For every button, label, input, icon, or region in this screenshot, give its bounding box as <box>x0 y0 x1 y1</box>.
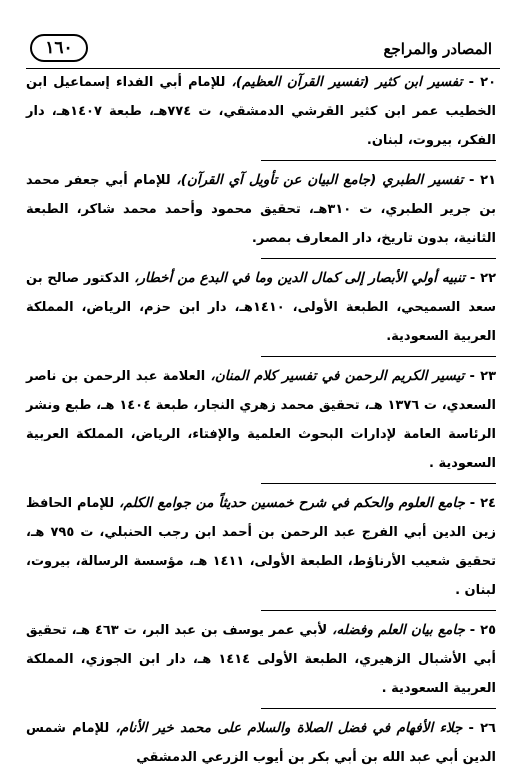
entry-details: للإمام أبي الفداء إسماعيل ابن الخطيب عمر ابن كثير القرشي الدمشقي، ت ٧٧٤هـ، طبعة ١٤٠٧هـ، دار الفكر، بيروت، لبنان. <box>26 75 496 148</box>
reference-entry <box>26 714 496 772</box>
page-header <box>22 32 500 72</box>
entry-details: للإمام الحافظ زين الدين أبي الفرج عبد الرحمن بن أحمد ابن رجب الحنبلي، ت ٧٩٥ هـ، تحقيق شعيب الأرناؤط، الطبعة الأولى، ١٤١١ هـ، مؤسسة الرسالة، بيروت، لبنان . <box>26 496 497 598</box>
entry-number: ٢٤ - <box>469 496 496 511</box>
references-list <box>26 68 496 772</box>
reference-entry <box>26 616 496 703</box>
entry-divider <box>261 483 496 484</box>
entry-divider <box>261 258 496 259</box>
entry-title: جلاء الأفهام في فضل الصلاة والسلام على محمد خير الأنام، <box>115 720 463 736</box>
entry-title: جامع بيان العلم وفضله، <box>332 622 465 638</box>
entry-details: للإمام أبي جعفر محمد بن جرير الطبري، ت ٣١٠هـ، تحقيق محمود وأحمد محمد شاكر، الطبعة الثانية، بدون تاريخ، دار المعارف بمصر. <box>26 173 496 246</box>
entry-number: ٢٣ - <box>469 369 497 384</box>
entry-divider <box>261 356 496 357</box>
entry-number: ٢٦ - <box>468 721 496 736</box>
entry-details: لأبي عمر يوسف بن عبد البر، ت ٤٦٣ هـ، تحقيق أبي الأشبال الزهيري، الطبعة الأولى ١٤١٤ هـ، دار ابن الجوزي، المملكة العربية السعودية . <box>26 623 496 696</box>
entry-number: ٢٥ - <box>469 623 497 638</box>
entry-number: ٢٠ - <box>468 75 497 90</box>
entry-title: تنبيه أولي الأبصار إلى كمال الدين وما في البدع من أخطار، <box>134 270 466 286</box>
entry-title: تفسير ابن كثير (تفسير القرآن العظيم)، <box>231 74 463 90</box>
entry-divider <box>261 708 496 709</box>
entry-title: جامع العلوم والحكم في شرح خمسين حديثاً من جوامع الكلم، <box>119 495 465 511</box>
entry-number: ٢١ - <box>469 173 497 188</box>
entry-details: العلامة عبد الرحمن بن ناصر السعدي، ت ١٣٧٦ هـ، تحقيق محمد زهري النجار، طبعة ١٤٠٤ هـ، طبع ونشر الرئاسة العامة لإدارات البحوث العلمية والإفتاء، الرياض، المملكة العربية السعودية . <box>26 369 496 471</box>
entry-details: الدكتور صالح بن سعد السميحي، الطبعة الأولى، ١٤١٠هـ، دار ابن حزم، الرياض، المملكة العربية السعودية. <box>26 271 496 344</box>
reference-entry <box>26 166 496 253</box>
entry-divider <box>261 160 496 161</box>
entry-details: للإمام شمس الدين أبي عبد الله بن أبي بكر بن أيوب الزرعي الدمشقي <box>26 721 496 765</box>
reference-entry <box>26 68 496 155</box>
section-title: المصادر والمراجع <box>383 40 492 58</box>
entry-divider <box>261 610 496 611</box>
entry-title: تيسير الكريم الرحمن في تفسير كلام المنان، <box>210 368 465 384</box>
reference-entry <box>26 362 496 478</box>
page-number: ١٦٠ <box>30 34 88 62</box>
entry-number: ٢٢ - <box>469 271 497 286</box>
reference-entry <box>26 264 496 351</box>
entry-title: تفسير الطبري (جامع البيان عن تأويل آي القرآن)، <box>176 172 464 188</box>
reference-entry <box>26 489 496 605</box>
